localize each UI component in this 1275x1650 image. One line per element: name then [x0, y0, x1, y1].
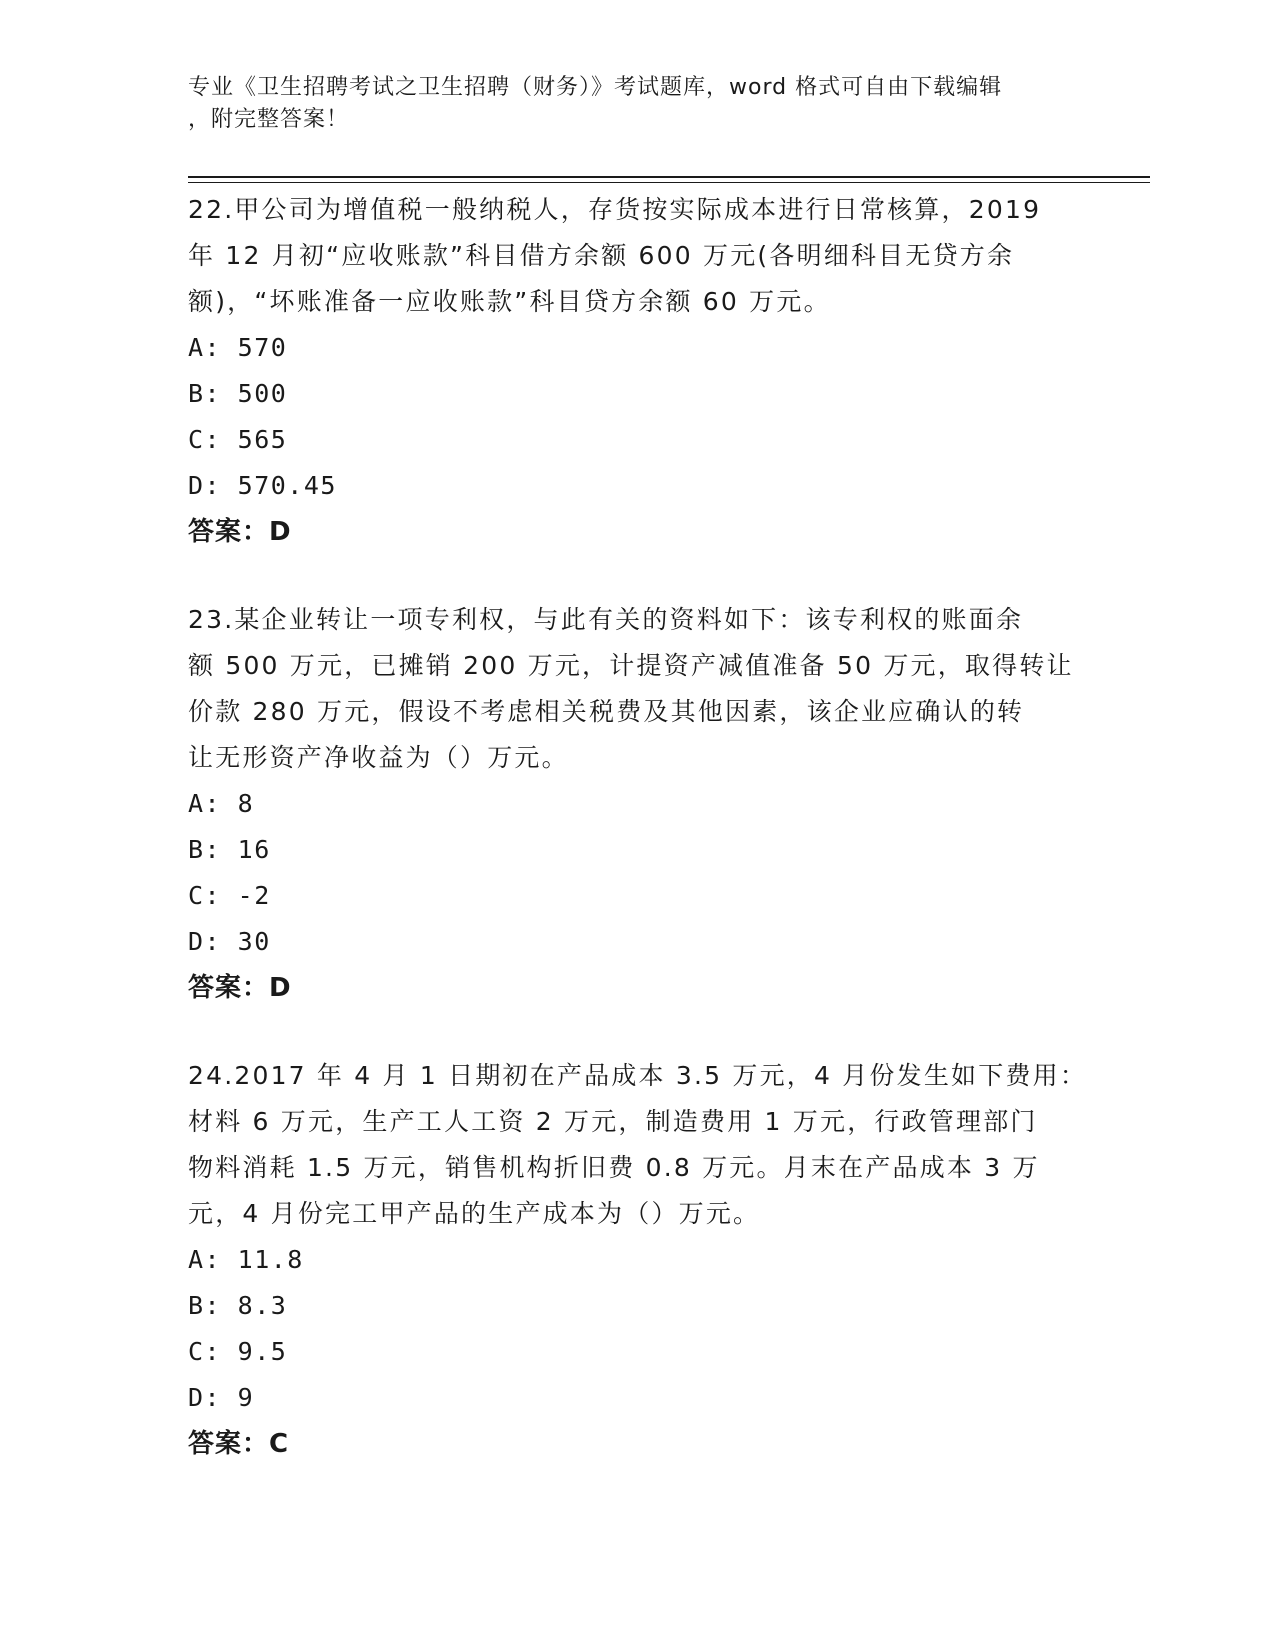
question-24: [188, 1053, 1088, 1467]
answer: 答案：C: [188, 1429, 290, 1459]
question-stem-line: 物料消耗 1.5 万元，销售机构折旧费 0.8 万元。月末在产品成本 3 万: [188, 1153, 1040, 1182]
question-stem-line: 材料 6 万元，生产工人工资 2 万元，制造费用 1 万元，行政管理部门: [188, 1107, 1038, 1136]
option-a: A: 570: [188, 333, 288, 362]
option-c: C: 565: [188, 425, 288, 454]
question-stem-line: 年 12 月初“应收账款”科目借方余额 600 万元(各明细科目无贷方余: [188, 241, 1015, 270]
option-d: D: 570.45: [188, 471, 337, 500]
answer: 答案：D: [188, 973, 292, 1003]
header-divider-thick: [188, 176, 1150, 178]
header-line-1: 专业《卫生招聘考试之卫生招聘（财务）》考试题库，word 格式可自由下载编辑: [188, 75, 1003, 100]
option-a: A: 8: [188, 789, 255, 818]
option-b: B: 16: [188, 835, 271, 864]
option-d: D: 30: [188, 927, 271, 956]
question-23: [188, 597, 1088, 1011]
option-c: C: 9.5: [188, 1337, 288, 1366]
question-stem-line: 额 500 万元，已摊销 200 万元，计提资产减值准备 50 万元，取得转让: [188, 651, 1074, 680]
question-stem-line: 23.某企业转让一项专利权，与此有关的资料如下：该专利权的账面余: [188, 605, 1024, 634]
document-header: [188, 72, 1068, 136]
question-stem-line: 24.2017 年 4 月 1 日期初在产品成本 3.5 万元，4 月份发生如下费用：: [188, 1061, 1088, 1090]
option-c: C: -2: [188, 881, 271, 910]
question-stem-line: 额)，“坏账准备一应收账款”科目贷方余额 60 万元。: [188, 287, 831, 316]
header-divider-thin: [188, 182, 1150, 183]
question-stem-line: 让无形资产净收益为（）万元。: [188, 743, 569, 772]
header-line-2: ，附完整答案！: [188, 107, 350, 132]
option-b: B: 500: [188, 379, 288, 408]
option-b: B: 8.3: [188, 1291, 288, 1320]
question-22: [188, 187, 1088, 555]
question-stem-line: 22.甲公司为增值税一般纳税人，存货按实际成本进行日常核算，2019: [188, 195, 1042, 224]
answer: 答案：D: [188, 517, 292, 547]
option-d: D: 9: [188, 1383, 255, 1412]
option-a: A: 11.8: [188, 1245, 304, 1274]
question-stem-line: 元，4 月份完工甲产品的生产成本为（）万元。: [188, 1199, 761, 1228]
question-stem-line: 价款 280 万元，假设不考虑相关税费及其他因素，该企业应确认的转: [188, 697, 1025, 726]
